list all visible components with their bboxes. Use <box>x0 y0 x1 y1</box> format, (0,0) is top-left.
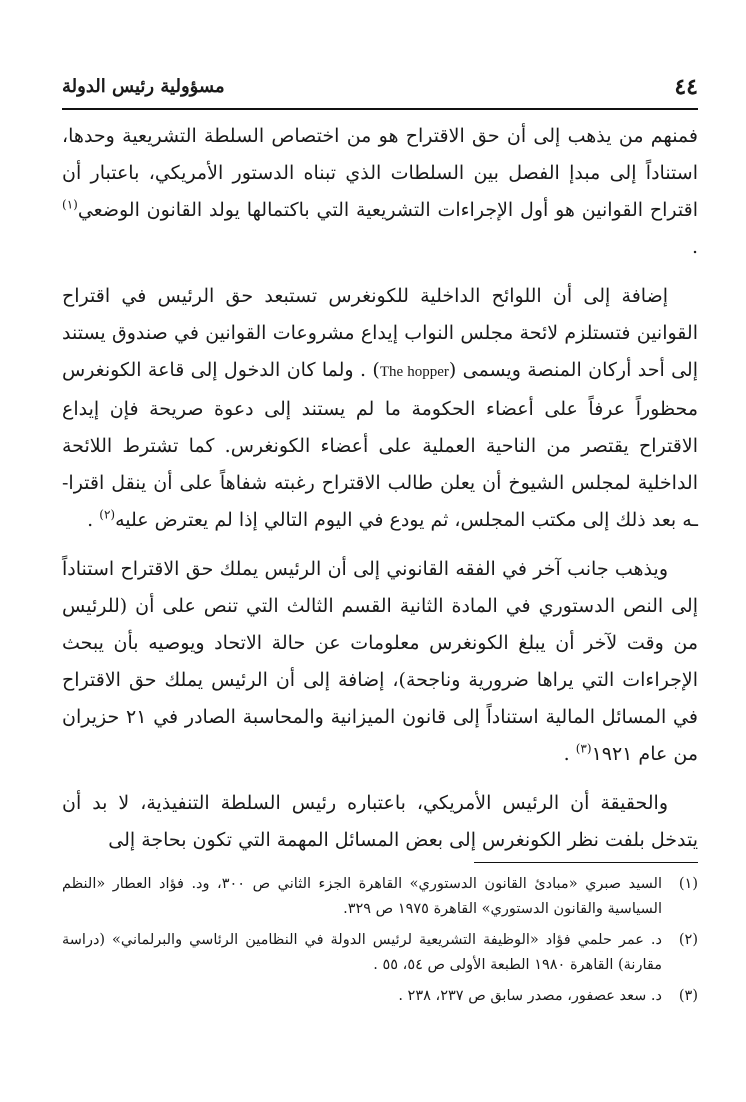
paragraph-2-end: . <box>87 509 100 531</box>
footnote-number: (٣) <box>678 988 698 1004</box>
paragraph-2-text-a: إضافة إلى أن اللوائح الداخلية للكونغرس تستبعد حق الرئيس في اقتراح القوانين فتستلزم لائحة مجلس النواب إيداع مشروعات القوانين في صندوق يستند إلى أحد أركان المنصة ويسمى ( <box>62 285 699 381</box>
footnote-ref-1: (١) <box>62 197 78 212</box>
footnote-rule <box>474 862 698 863</box>
paragraph-3-text: ويذهب جانب آخر في الفقه القانوني إلى أن الرئيس يملك حق الاقتراح استناداً إلى النص الدستوري في المادة الثانية القسم الثالث التي تنص على أن (للرئيس من وقت لآخر أن يبلغ الكونغرس معلومات عن حالة الاتحاد ويوصيه بأن يبحث الإجراءات التي يراها ضرورية وناجحة)، إضافة إلى أن الرئيس يملك حق الاقتراح في المسائل المالية استناداً إلى قانون الميزانية والمحاسبة الصادر في ٢١ حزيران من عام ١٩٢١ <box>62 558 698 765</box>
paragraph-2-text-b: ) . ولما كان الدخول إلى قاعة الكونغرس محظوراً عرفاً على أعضاء الحكومة ما لم يستند إلى دعوة صريحة فإن إيداع الاقتراح يقتصر من الناحية العملية على أعضاء الكونغرس. كما تشترط اللائحة الداخلية لمجلس الشيوخ أن يعلن طالب الاقتراح رغبته شفاهاً على أن ينقل اقترا-ـه بعد ذلك إلى مكتب المجلس، ثم يودع في اليوم التالي إذا لم يعترض عليه <box>62 359 698 531</box>
paragraph-2 <box>62 278 698 539</box>
footnote-number: (٢) <box>678 932 698 948</box>
footnote-2 <box>62 928 698 978</box>
paragraph-4-text: والحقيقة أن الرئيس الأمريكي، باعتباره رئيس السلطة التنفيذية، لا بد أن يتدخل بلفت نظر الكونغرس إلى بعض المسائل المهمة التي تكون بحاجة إلى <box>62 792 698 851</box>
footnote-ref-2: (٢) <box>99 507 116 522</box>
footnote-1 <box>62 872 698 922</box>
footnote-text: د. عمر حلمي فؤاد «الوظيفة التشريعية لرئيس الدولة في النظامين الرئاسي والبرلماني» (دراسة مقارنة) القاهرة ١٩٨٠ الطبعة الأولى ص ٥٤، ٥٥ . <box>62 932 662 973</box>
paragraph-4 <box>62 785 698 859</box>
footnote-text: د. سعد عصفور، مصدر سابق ص ٢٣٧، ٢٣٨ . <box>398 988 662 1004</box>
paragraph-1-end: . <box>691 236 698 258</box>
paragraph-3-end: . <box>563 743 576 765</box>
footnote-3 <box>62 984 698 1009</box>
header-rule <box>62 108 698 110</box>
page-number: ٤٤ <box>674 74 698 100</box>
footnote-ref-3: (٣) <box>575 741 592 756</box>
paragraph-1-text: فمنهم من يذهب إلى أن حق الاقتراح هو من اختصاص السلطة التشريعية وحدها، استناداً إلى مبدإ الفصل بين السلطات الذي تبناه الدستور الأمريكي، باعتبار أن اقتراح القوانين هو أول الإجراءات التشريعية التي باكتمالها يولد القانون الوضعي <box>62 125 698 221</box>
footnote-number: (١) <box>678 876 698 892</box>
running-title: مسؤولية رئيس الدولة <box>62 76 225 97</box>
latin-term: The hopper <box>379 364 449 380</box>
footnotes <box>62 872 698 1015</box>
footnote-text: السيد صبري «مبادئ القانون الدستوري» القاهرة الجزء الثاني ص ٣٠٠، ود. فؤاد العطار «النظم السياسية والقانون الدستوري» القاهرة ١٩٧٥ ص ٣٢٩. <box>62 876 662 917</box>
paragraph-3 <box>62 551 698 773</box>
paragraph-1 <box>62 118 698 266</box>
page-header <box>62 74 698 102</box>
main-text <box>62 118 698 871</box>
